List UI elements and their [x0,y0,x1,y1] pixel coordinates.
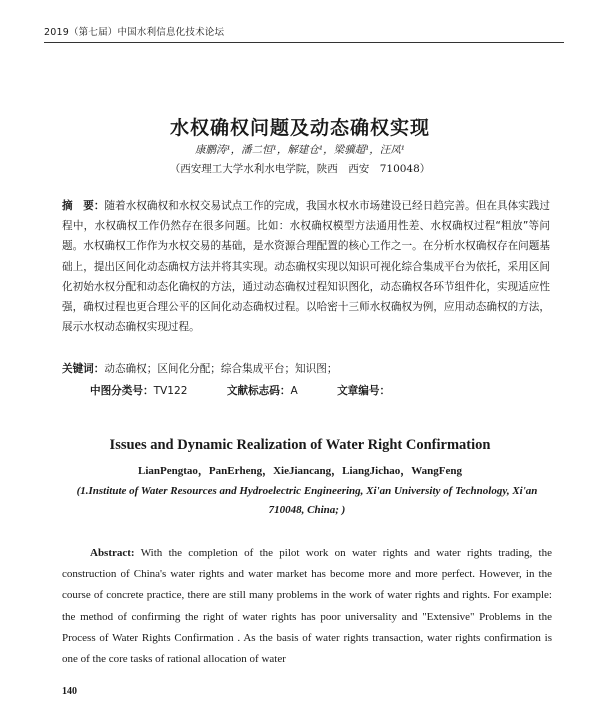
chinese-affiliation: （西安理工大学水利水电学院，陕西 西安 710048） [169,163,431,175]
chinese-keywords [62,361,550,376]
chinese-abstract [62,196,550,337]
doc-code-label: 文献标志码： [226,385,291,397]
chinese-authors: 康鹏涛¹，潘二恒¹，解建仓¹，梁骥超¹，汪凤¹ [194,144,406,156]
keywords-label: 关键词： [62,363,105,375]
chinese-title: 水权确权问题及动态确权实现 [169,117,430,139]
page-number: 140 [62,686,77,697]
clc-value: TV122 [153,385,188,397]
running-header: 2019（第七届）中国水利信息化技术论坛 [44,24,564,43]
english-abstract-label: Abstract: [90,547,135,559]
english-authors: LianPengtao，PanErheng，XieJiancang，LiangJichao，WangFeng [138,465,462,477]
doc-code-value: A [290,385,298,397]
article-number-label: 文章编号： [337,385,391,397]
clc-label: 中图分类号： [90,385,154,397]
chinese-abstract-label: 摘 要： [62,200,105,212]
english-abstract [62,543,552,670]
english-title: Issues and Dynamic Realization of Water Right Confirmation [109,437,491,453]
classification-row [90,383,578,398]
keywords-text: 动态确权；区间化分配；综合集成平台；知识图； [104,363,338,375]
english-affiliation: (1.Institute of Water Resources and Hydroelectric Engineering, Xi'an University of Technology, Xi'an 710048, China; ) [76,485,538,516]
chinese-abstract-text: 随着水权确权和水权交易试点工作的完成，我国水权水市场建设已经日趋完善。但在具体实践过程中，水权确权工作仍然存在很多问题。比如：水权确权模型方法通用性差、水权确权过程“粗放”等问题。水权确权工作作为水权交易的基础，是水资源合理配置的核心工作之一。在分析水权确权存在问题基础上，提出区间化动态确权方法并将其实现。动态确权实现以知识可视化综合集成平台为依托，采用区间化初始水权分配和动态化确权的方法，通过动态确权过程知识图化，动态确权各环节组件化，实现适应性强，确权过程也更合理公平的区间化动态确权过程。以哈密十三师水权确权为例，应用动态确权的方法，展示水权动态确权实现过程。 [62,200,550,334]
english-abstract-text: With the completion of the pilot work on water rights and water rights trading, the construction of China's water rights and water market has become more and more perfect. However, in the course of concrete practice, there are still many problems in the work of water rights and rights. For example: the method of confirming the right of water rights has poor universality and "Extensive" Problems in the Process of Water Rights Confirmation . As the basis of water rights transaction, water rights confirmation is one of the core tasks of rational allocation of water [62,547,552,666]
